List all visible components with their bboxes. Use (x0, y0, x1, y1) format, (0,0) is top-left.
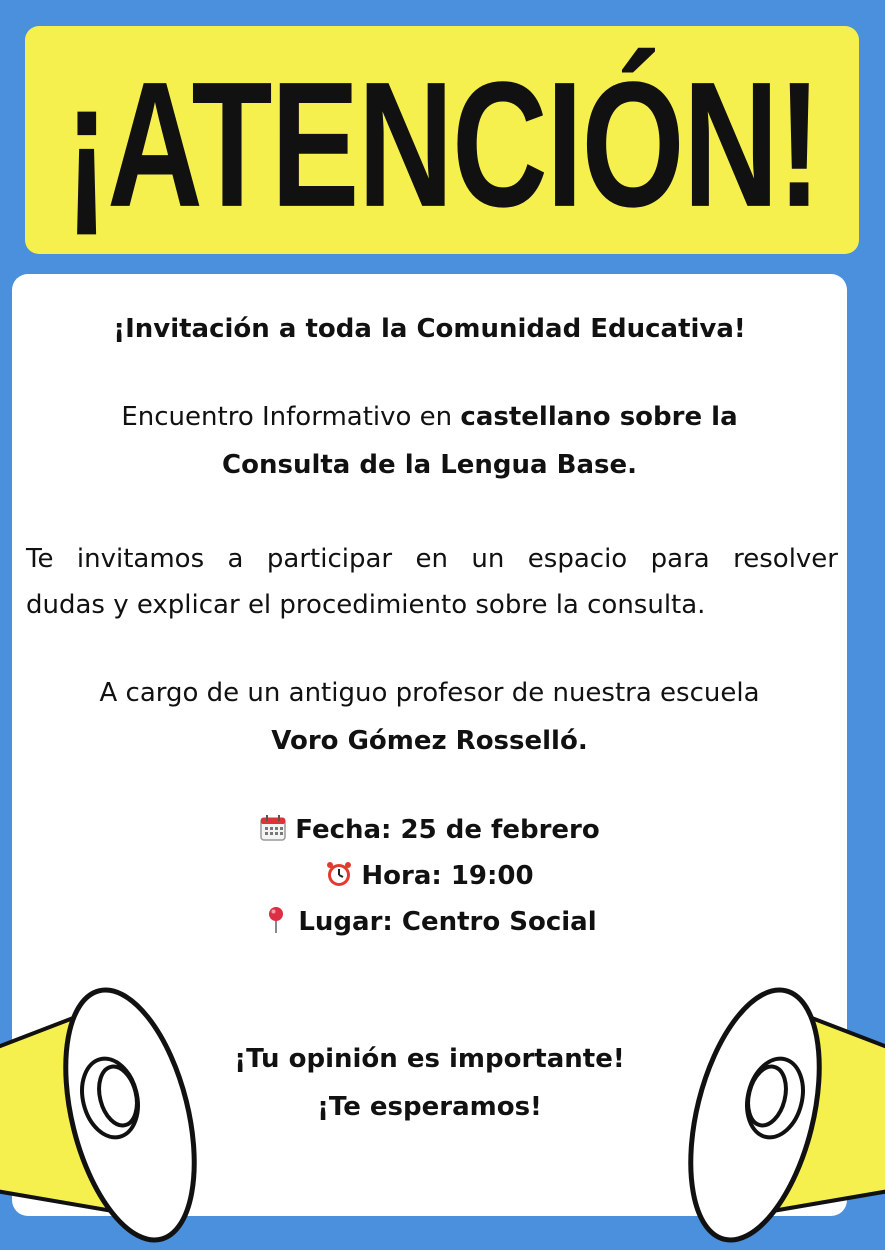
megaphone-right (665, 980, 885, 1250)
date-label: Fecha: 25 de febrero (295, 815, 600, 845)
place-label: Lugar: Centro Social (298, 907, 597, 937)
date-row (12, 814, 847, 845)
pin-icon (262, 906, 290, 934)
attention-banner (25, 26, 859, 254)
invitation-heading: ¡Invitación a toda la Comunidad Educativa! (113, 314, 746, 344)
time-row (12, 860, 847, 891)
time-label: Hora: 19:00 (361, 861, 534, 891)
closing-line-1: ¡Tu opinión es importante! (234, 1044, 625, 1074)
host-line: A cargo de un antiguo profesor de nuestra escuela (99, 678, 760, 708)
body-line-1: Te invitamos a participar en un espacio para resolver (26, 544, 838, 574)
intro-bold-1: castellano sobre la (460, 402, 738, 432)
megaphone-left (0, 980, 220, 1250)
closing-line-2: ¡Te esperamos! (317, 1092, 542, 1122)
body-line-2: dudas y explicar el procedimiento sobre la consulta. (26, 590, 706, 620)
place-row (12, 906, 847, 937)
intro-plain: Encuentro Informativo en (121, 402, 461, 432)
alarm-clock-icon (325, 860, 353, 888)
intro-bold-2: Consulta de la Lengua Base. (222, 450, 637, 480)
host-name: Voro Gómez Rosselló. (271, 726, 588, 756)
banner-title: ¡ATENCIÓN! (64, 45, 820, 245)
intro-line-1 (12, 402, 847, 432)
calendar-icon (259, 814, 287, 842)
body-paragraph (26, 536, 838, 628)
